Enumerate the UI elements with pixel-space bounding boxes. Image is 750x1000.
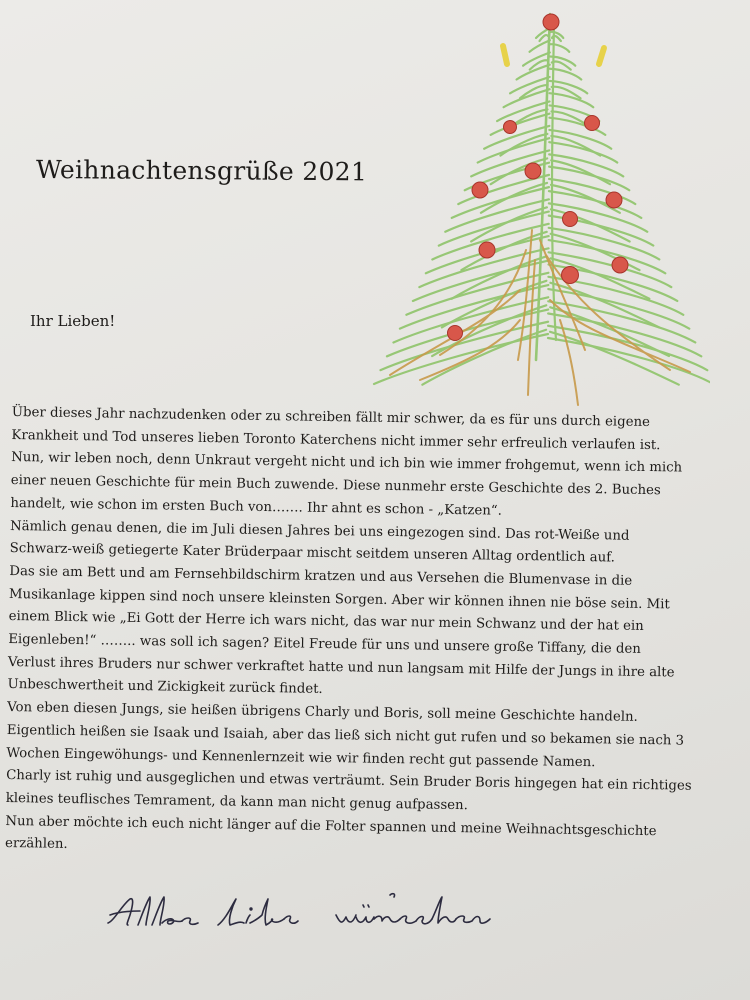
body-line: handelt, wie schon im ersten Buch von……. Ihr ahnt es schon - „Katzen“. [10, 495, 503, 519]
body-line: Über dieses Jahr nachzudenken oder zu schreiben fällt mir schwer, da es für uns durch eigene [11, 404, 651, 431]
ornament [606, 192, 622, 208]
body-line: Wochen Eingewöhungs- und Kennenlernzeit wie wir finden recht gut passende Namen. [6, 745, 596, 770]
tree-branch-stroke [550, 69, 582, 80]
ornament [585, 116, 600, 131]
ornament-top [543, 14, 559, 30]
body-line: Von eben diesen Jungs, sie heißen übrigens Charly und Boris, soll meine Geschichte handeln. [7, 700, 638, 726]
letter-body [5, 402, 702, 867]
ornament [612, 257, 628, 273]
candle-left [503, 46, 507, 64]
body-line: Nämlich genau denen, die im Juli diesen Jahres bei uns eingezogen sind. Das rot-Weiße und [9, 518, 630, 544]
ornament [472, 182, 488, 198]
body-line: einer neuen Geschichte für mein Buch zuwende. Diese nunmehr erste Geschichte des 2. Buches [10, 473, 661, 499]
tree-branches [374, 14, 710, 385]
body-line: Eigentlich heißen sie Isaak und Isaiah, aber das ließ sich nicht gut rufen und so bekamen sie nach 3 [6, 722, 685, 749]
body-line: Verlust ihres Bruders nur schwer verkraftet hatte und nun langsam mit Hilfe der Jungs in ihre alte [7, 654, 675, 681]
body-line: Das sie am Bett und am Fernsehbildschirm kratzen und aus Versehen die Blumenvase in die [9, 563, 633, 589]
letter-title: Weihnachtensgrüße 2021 [35, 155, 368, 187]
tree-branch-stroke [491, 114, 550, 135]
body-line: Krankheit und Tod unseres lieben Toronto Katerchens nicht immer sehr erfreulich verlaufen ist. [11, 427, 661, 453]
handwritten-signature [100, 885, 520, 955]
christmas-tree-drawing [350, 0, 710, 420]
ornament [562, 267, 579, 284]
signature-scribble [100, 885, 520, 955]
body-line: einem Blick wie „Ei Gott der Herre ich wars nicht, das war nur mein Schwanz und der hat ein [8, 609, 644, 635]
tree-branch-stroke [540, 35, 549, 41]
body-line: Musikanlage kippen sind noch unsere kleinsten Sorgen. Aber wir können ihnen nie böse sein. Mit [8, 586, 670, 612]
ornament [563, 212, 578, 227]
body-line: Unbeschwertheit und Zickigkeit zurück findet. [7, 677, 323, 698]
ornament [479, 242, 495, 258]
tree-branch-stroke [478, 138, 550, 162]
ornament [525, 163, 541, 179]
candle-right [599, 48, 604, 64]
body-line: Schwarz-weiß getiegerte Kater Brüderpaar mischt seitdem unseren Alltag ordentlich auf. [9, 541, 615, 566]
body-line: Charly ist ruhig und ausgeglichen und etwas verträumt. Sein Bruder Boris hingegen hat ein richtiges [6, 768, 692, 794]
body-line: Nun, wir leben noch, denn Unkraut vergeht nicht und ich bin wie immer frohgemut, wenn ich mich [11, 450, 683, 476]
tree-branch-stroke [550, 93, 594, 107]
letter-greeting: Ihr Lieben! [30, 312, 116, 330]
body-line: kleines teuflisches Temrament, da kann man nicht genug aufpassen. [5, 790, 468, 814]
body-line: erzählen. [4, 836, 68, 853]
body-line: Eigenleben!“ …….. was soll ich sagen? Eitel Freude für uns und unsere große Tiffany, die den [8, 632, 641, 657]
ornament [504, 121, 517, 134]
ornament [448, 326, 463, 341]
body-line: Nun aber möchte ich euch nicht länger auf die Folter spannen und meine Weihnachtsgeschichte [5, 813, 657, 839]
tree-branch-stroke [552, 24, 556, 340]
